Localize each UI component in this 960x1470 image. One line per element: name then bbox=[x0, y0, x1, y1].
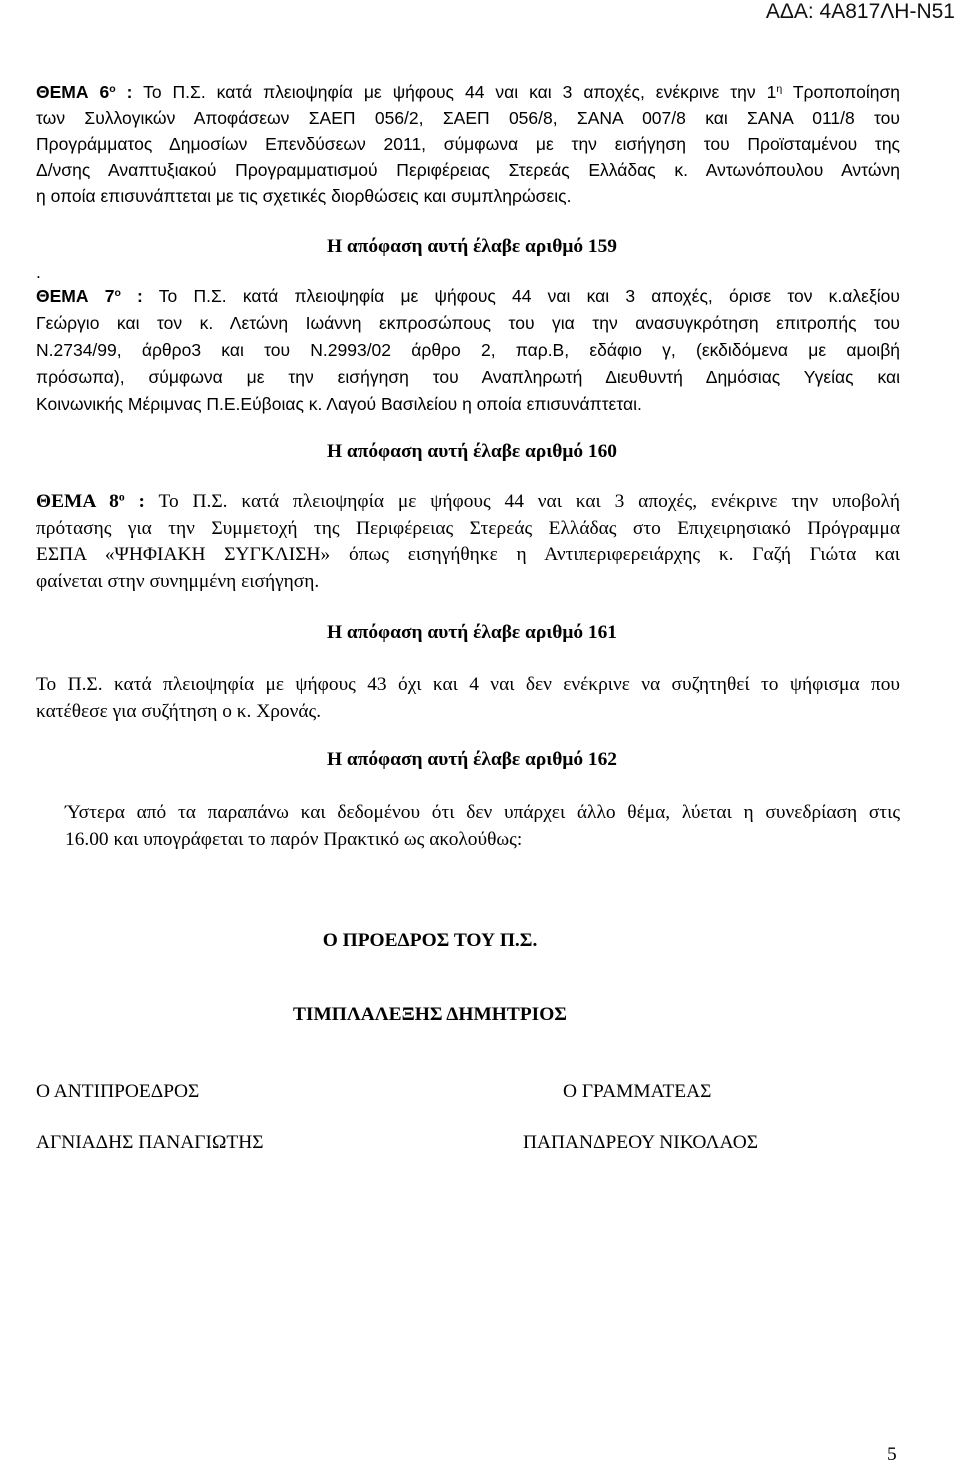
theme7-label-sup: ο bbox=[114, 287, 121, 300]
theme6-line: των Συλλογικών Αποφάσεων ΣΑΕΠ 056/2, ΣΑΕΠ 056/8, ΣΑΝΑ 007/8 και ΣΑΝΑ 011/8 του bbox=[36, 108, 900, 128]
vice-president-name: ΑΓΝΙΑΔΗΣ ΠΑΝΑΓΙΩΤΗΣ bbox=[36, 1132, 264, 1153]
theme6-line1-sup: η bbox=[776, 83, 783, 96]
page-number: 5 bbox=[887, 1444, 897, 1465]
theme6-label-colon: : bbox=[115, 82, 133, 102]
theme7-line: Γεώργιο και τον κ. Λετώνη Ιωάννη εκπροσώπους του για την ανασυγκρότηση επιτροπής του bbox=[36, 313, 900, 333]
closing-line: 16.00 και υπογράφεται το παρόν Πρακτικό ως ακολούθως: bbox=[65, 829, 523, 850]
motion-line: κατέθεσε για συζήτηση ο κ. Χρονάς. bbox=[36, 701, 322, 722]
secretary-name: ΠΑΠΑΝΔΡΕΟΥ ΝΙΚΟΛΑΟΣ bbox=[523, 1132, 759, 1153]
theme6-line bbox=[36, 79, 900, 105]
decision-160: Η απόφαση αυτή έλαβε αριθμό 160 bbox=[326, 441, 618, 462]
theme6-paragraph bbox=[36, 79, 900, 209]
decision-159: Η απόφαση αυτή έλαβε αριθμό 159 bbox=[326, 236, 618, 257]
theme6-line1-start: Το Π.Σ. κατά πλειοψηφία με ψήφους 44 ναι και 3 αποχές, ενέκρινε την 1 bbox=[132, 82, 777, 102]
theme7-label-colon: : bbox=[120, 286, 143, 306]
theme7-paragraph bbox=[36, 283, 900, 418]
president-name: ΤΙΜΠΛΑΛΕΞΗΣ ΔΗΜΗΤΡΙΟΣ bbox=[293, 1004, 567, 1025]
theme6-label: ΘΕΜΑ 6 bbox=[36, 82, 110, 102]
theme8-line: φαίνεται στην συνημμένη εισήγηση. bbox=[36, 571, 320, 593]
theme8-line1-rest: Το Π.Σ. κατά πλειοψηφία με ψήφους 44 ναι και 3 αποχές, ενέκρινε την υποβολή bbox=[144, 491, 900, 512]
vice-president-title: Ο ΑΝΤΙΠΡΟΕΔΡΟΣ bbox=[36, 1081, 200, 1102]
theme8-line: πρότασης για την Συμμετοχή της Περιφέρειας Στερεάς Ελλάδας στο Επιχειρησιακό Πρόγραμμα bbox=[36, 517, 900, 539]
theme7-line: πρόσωπα), σύμφωνα με την εισήγηση του Αναπληρωτή Διευθυντή Δημόσιας Υγείας και bbox=[36, 367, 900, 387]
theme7-line bbox=[36, 283, 900, 310]
secretary-title: Ο ΓΡΑΜΜΑΤΕΑΣ bbox=[563, 1081, 712, 1102]
separator-dot: . bbox=[36, 262, 41, 282]
closing-paragraph bbox=[65, 799, 900, 853]
motion-line: Το Π.Σ. κατά πλειοψηφία με ψήφους 43 όχι και 4 ναι δεν ενέκρινε να συζητηθεί το ψήφισμα που bbox=[36, 674, 900, 695]
theme6-line: Προγράμματος Δημοσίων Επενδύσεων 2011, σύμφωνα με την εισήγηση του Προϊσταμένου της bbox=[36, 134, 900, 154]
theme7-line: Ν.2734/99, άρθρο3 και του Ν.2993/02 άρθρο 2, παρ.Β, εδάφιο γ, (εκδιδόμενα με αμοιβή bbox=[36, 340, 900, 360]
theme8-label-colon: : bbox=[124, 491, 145, 512]
theme7-line: Κοινωνικής Μέριμνας Π.Ε.Εύβοιας κ. Λαγού Βασιλείου η οποία επισυνάπτεται. bbox=[36, 394, 642, 414]
decision-161: Η απόφαση αυτή έλαβε αριθμό 161 bbox=[326, 622, 618, 643]
theme8-paragraph bbox=[36, 489, 900, 596]
theme6-line1-end: Τροποποίηση bbox=[782, 82, 900, 102]
theme7-line1-rest: Το Π.Σ. κατά πλειοψηφία με ψήφους 44 ναι και 3 αποχές, όρισε τον κ.αλεξίου bbox=[142, 286, 900, 306]
motion-paragraph bbox=[36, 671, 900, 725]
ada-code: ΑΔΑ: 4Α817ΛΗ-Ν51 bbox=[765, 0, 955, 23]
theme8-line bbox=[36, 489, 900, 516]
closing-line: Ύστερα από τα παραπάνω και δεδομένου ότι δεν υπάρχει άλλο θέμα, λύεται η συνεδρίαση στις bbox=[65, 802, 900, 823]
theme8-label: ΘΕΜΑ 8 bbox=[36, 491, 119, 512]
theme6-line: η οποία επισυνάπτεται με τις σχετικές διορθώσεις και συμπληρώσεις. bbox=[36, 186, 572, 206]
theme8-line: ΕΣΠΑ «ΨΗΦΙΑΚΗ ΣΥΓΚΛΙΣΗ» όπως εισηγήθηκε η Αντιπεριφερειάρχης κ. Γαζή Γιώτα και bbox=[36, 544, 900, 566]
theme6-label-sup: ο bbox=[109, 83, 116, 96]
decision-162: Η απόφαση αυτή έλαβε αριθμό 162 bbox=[326, 749, 618, 770]
theme6-line: Δ/νσης Αναπτυξιακού Προγραμματισμού Περιφέρειας Στερεάς Ελλάδας κ. Αντωνόπουλου Αντώνη bbox=[36, 160, 900, 180]
theme7-label: ΘΕΜΑ 7 bbox=[36, 286, 115, 306]
theme8-label-sup: ο bbox=[118, 490, 125, 504]
president-title: Ο ΠΡΟΕΔΡΟΣ ΤΟΥ Π.Σ. bbox=[322, 930, 538, 951]
